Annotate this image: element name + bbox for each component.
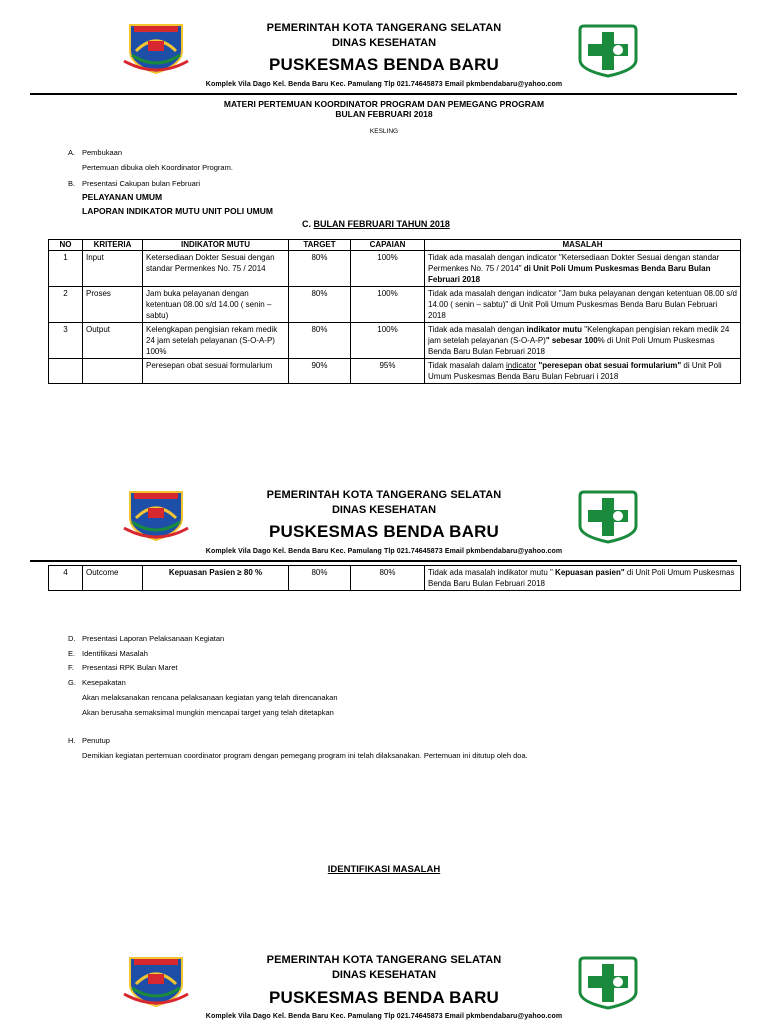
cell-no <box>49 359 83 384</box>
puskesmas-logo-icon <box>578 24 638 78</box>
table-row <box>49 566 741 591</box>
column-header-indikator: INDIKATOR MUTU <box>143 240 289 251</box>
quality-indicator-table <box>48 239 741 384</box>
cell-kriteria: Outcome <box>83 566 143 591</box>
column-header-masalah: MASALAH <box>425 240 741 251</box>
section-g-detail-2: Akan berusaha semaksimal mungkin mencapai target yang telah ditetapkan <box>82 708 334 717</box>
header-address: Komplek Vila Dago Kel. Benda Baru Kec. Pamulang Tlp 021.74645873 Email pkmbendabaru@yahoo.com <box>205 548 563 555</box>
section-c-text: BULAN FEBRUARI TAHUN 2018 <box>313 219 450 229</box>
cell-no: 1 <box>49 251 83 287</box>
section-h-label: H. <box>68 736 76 745</box>
table-header-row <box>49 240 741 251</box>
section-d-text: Presentasi Laporan Pelaksanaan Kegiatan <box>82 634 225 643</box>
cell-capaian: 100% <box>351 287 425 323</box>
section-h-text: Penutup <box>82 736 110 745</box>
puskesmas-logo-icon <box>578 956 638 1010</box>
document-title <box>120 99 648 119</box>
cell-masalah: Tidak ada masalah dengan indicator "Ketersediaan Dokter Sesuai dengan standar Permenkes No. 75 / 2014" di Unit Poli Umum Puskesmas Benda Baru Bulan Februari 2018 <box>425 251 741 287</box>
header-agency: DINAS KESEHATAN <box>331 37 437 49</box>
cell-masalah: Tidak ada masalah dengan indicator "Jam buka pelayanan dengan ketentuan 08.00 s/d 14.00 ( senin – sabtu)" di Unit Poli Umum Puskesmas Benda Baru Bulan Februari 2018 <box>425 287 741 323</box>
table-row <box>49 287 741 323</box>
city-emblem-icon <box>122 954 190 1008</box>
cell-indikator: Jam buka pelayanan dengan ketentuan 08.00 s/d 14.00 ( senin – sabtu) <box>143 287 289 323</box>
section-b-text: Presentasi Cakupan bulan Februari <box>82 179 200 188</box>
section-a-text: Pembukaan <box>82 148 123 157</box>
cell-capaian: 100% <box>351 323 425 359</box>
cell-no: 2 <box>49 287 83 323</box>
document-title-line2: BULAN FEBRUARI 2018 <box>335 109 433 119</box>
header-government: PEMERINTAH KOTA TANGERANG SELATAN <box>266 954 502 966</box>
cell-target: 80% <box>289 287 351 323</box>
cell-masalah: Tidak masalah dalam indicator "peresepan obat sesuai formularium" di Unit Poli Umum Puskesmas Benda Baru Bulan Februari i 2018 <box>425 359 741 384</box>
puskesmas-logo-icon <box>578 490 638 544</box>
section-h-detail: Demikian kegiatan pertemuan coordinator program dengan pemegang program ini telah dilaksanakan. Pertemuan ini ditutup oleh doa. <box>82 751 528 760</box>
header-title: PUSKESMAS BENDA BARU <box>268 988 500 1007</box>
cell-indikator: Ketersediaan Dokter Sesuai dengan standar Permenkes No. 75 / 2014 <box>143 251 289 287</box>
header-agency: DINAS KESEHATAN <box>331 969 437 981</box>
column-header-target: TARGET <box>289 240 351 251</box>
cell-target: 80% <box>289 323 351 359</box>
section-b-label: B. <box>68 179 76 188</box>
cell-kriteria <box>83 359 143 384</box>
cell-capaian: 100% <box>351 251 425 287</box>
cell-indikator: Kepuasan Pasien ≥ 80 % <box>143 566 289 591</box>
section-c-heading <box>302 219 450 229</box>
header-address: Komplek Vila Dago Kel. Benda Baru Kec. Pamulang Tlp 021.74645873 Email pkmbendabaru@yahoo.com <box>205 1013 563 1020</box>
cell-capaian: 95% <box>351 359 425 384</box>
column-header-capaian: CAPAIAN <box>351 240 425 251</box>
cell-masalah: Tidak ada masalah indikator mutu " Kepuasan pasien" di Unit Poli Umum Puskesmas Benda Baru Bulan Februari 2018 <box>425 566 741 591</box>
section-b-report: LAPORAN INDIKATOR MUTU UNIT POLI UMUM <box>82 206 273 216</box>
table-row <box>49 323 741 359</box>
quality-indicator-table-continued <box>48 565 741 591</box>
cell-indikator: Kelengkapan pengisian rekam medik 24 jam setelah pelayanan (S-O-A-P) 100% <box>143 323 289 359</box>
section-a-label: A. <box>68 148 76 157</box>
cell-target: 80% <box>289 566 351 591</box>
table-row <box>49 359 741 384</box>
header-government: PEMERINTAH KOTA TANGERANG SELATAN <box>266 22 502 34</box>
header-title: PUSKESMAS BENDA BARU <box>268 55 500 74</box>
column-header-kriteria: KRITERIA <box>83 240 143 251</box>
header-government: PEMERINTAH KOTA TANGERANG SELATAN <box>266 489 502 501</box>
section-d-label: D. <box>68 634 76 643</box>
section-c-label: C. <box>302 219 311 229</box>
city-emblem-icon <box>122 21 190 75</box>
section-f-label: F. <box>68 663 74 672</box>
cell-kriteria: Output <box>83 323 143 359</box>
cell-target: 90% <box>289 359 351 384</box>
header-address: Komplek Vila Dago Kel. Benda Baru Kec. Pamulang Tlp 021.74645873 Email pkmbendabaru@yahoo.com <box>205 81 563 88</box>
section-b-service: PELAYANAN UMUM <box>82 192 163 202</box>
document-title-line1: MATERI PERTEMUAN KOORDINATOR PROGRAM DAN PEMEGANG PROGRAM <box>223 99 545 109</box>
unit-name: KESLING <box>369 128 399 135</box>
cell-no: 4 <box>49 566 83 591</box>
header-title: PUSKESMAS BENDA BARU <box>268 522 500 541</box>
cell-target: 80% <box>289 251 351 287</box>
header-agency: DINAS KESEHATAN <box>331 504 437 516</box>
section-g-detail-1: Akan melaksanakan rencana pelaksanaan kegiatan yang telah direncanakan <box>82 693 338 702</box>
identifikasi-title: IDENTIFIKASI MASALAH <box>327 864 441 875</box>
cell-capaian: 80% <box>351 566 425 591</box>
table-row <box>49 251 741 287</box>
cell-kriteria: Input <box>83 251 143 287</box>
column-header-no: NO <box>49 240 83 251</box>
section-e-label: E. <box>68 649 76 658</box>
section-g-label: G. <box>68 678 76 687</box>
cell-no: 3 <box>49 323 83 359</box>
section-f-text: Presentasi RPK Bulan Maret <box>82 663 178 672</box>
cell-kriteria: Proses <box>83 287 143 323</box>
cell-indikator: Peresepan obat sesuai formularium <box>143 359 289 384</box>
section-e-text: Identifikasi Masalah <box>82 649 148 658</box>
city-emblem-icon <box>122 488 190 542</box>
section-a-detail: Pertemuan dibuka oleh Koordinator Program. <box>82 163 233 172</box>
cell-masalah: Tidak ada masalah dengan indikator mutu "Kelengkapan pengisian rekam medik 24 jam setelah pelayanan (S-O-A-P)" sebesar 100% di Unit Poli Umum Puskesmas Benda Baru Bulan Februari 2018 <box>425 323 741 359</box>
section-g-text: Kesepakatan <box>82 678 126 687</box>
